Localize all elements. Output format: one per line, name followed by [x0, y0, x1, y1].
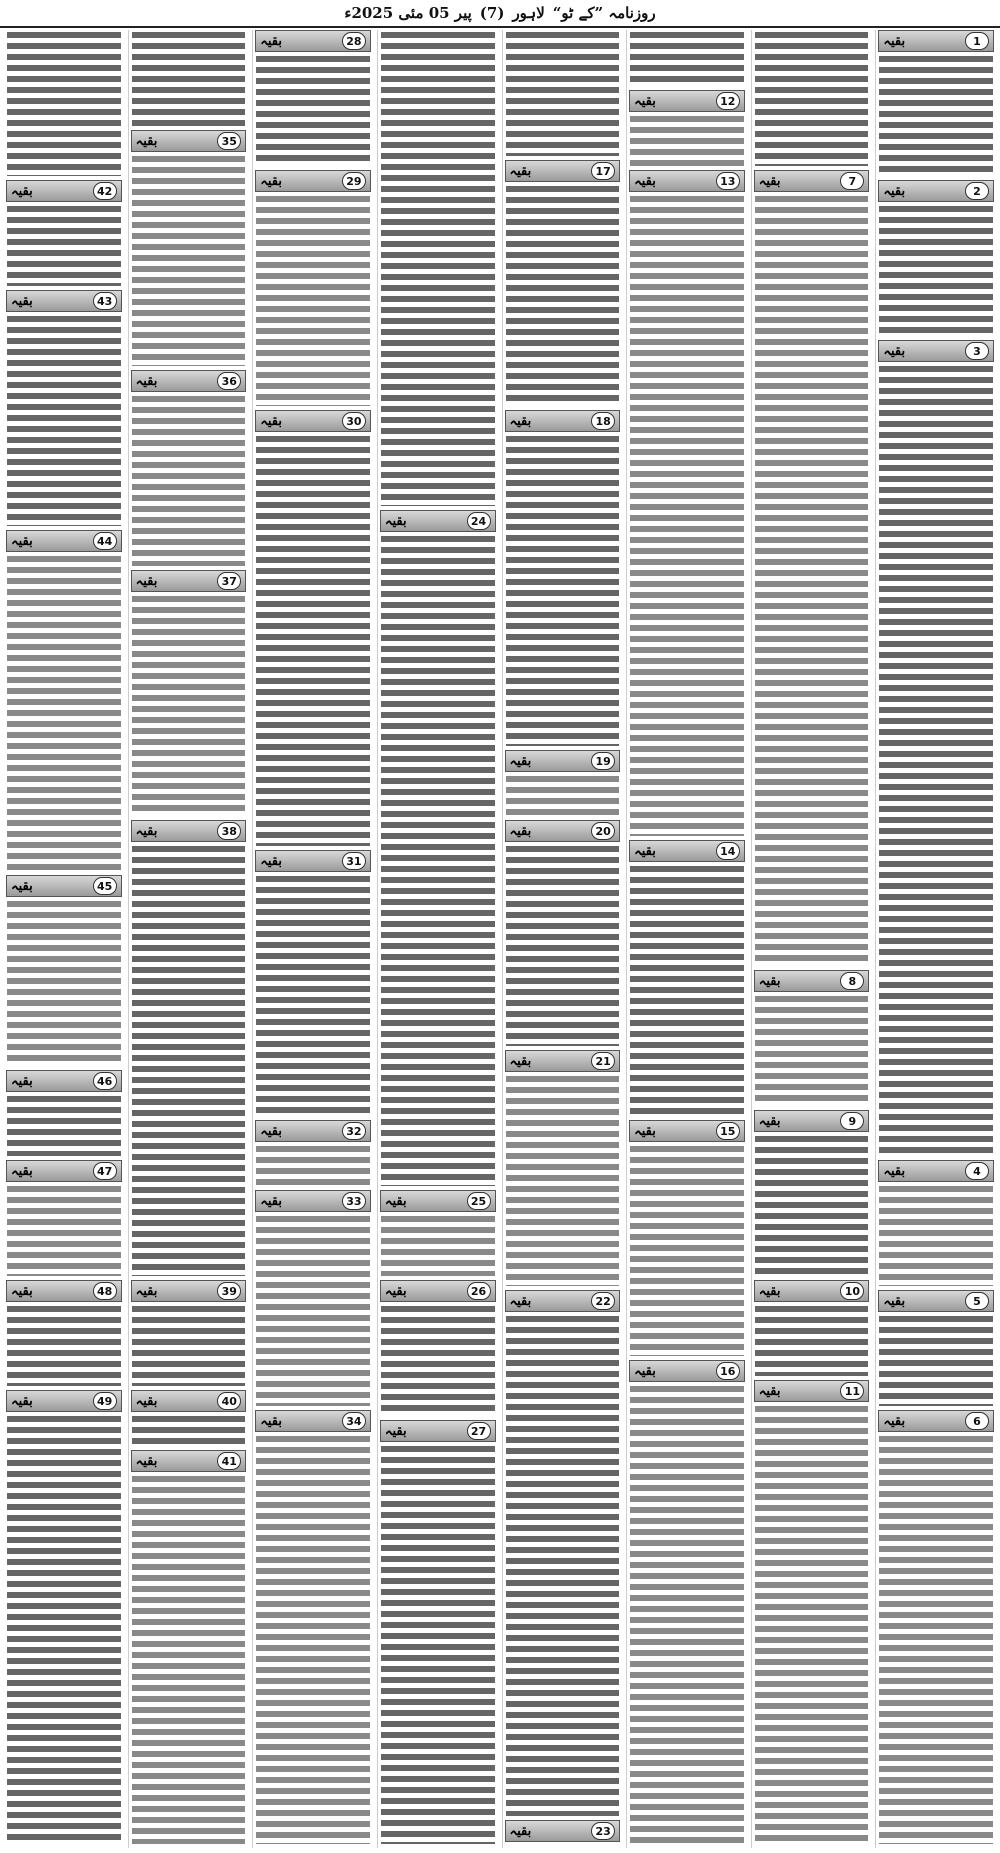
continuation-word: بقیہ: [135, 1283, 158, 1299]
continuation-number: 27: [467, 1422, 491, 1440]
continuation-word: بقیہ: [883, 343, 906, 359]
news-text-block: [7, 32, 121, 176]
news-text-block: [256, 436, 370, 846]
continuation-word: بقیہ: [634, 173, 656, 189]
news-text-block: [256, 1436, 370, 1844]
continuation-word: بقیہ: [260, 413, 282, 429]
continuation-tag-3: [878, 340, 994, 362]
issue-date: پیر 05 مئی 2025ء: [344, 4, 472, 22]
continuation-number: 20: [591, 822, 615, 840]
continuation-tag-20: [505, 820, 621, 842]
news-text-block: [256, 1146, 370, 1186]
continuation-number: 42: [93, 182, 117, 200]
continuation-word: بقیہ: [135, 1393, 158, 1409]
news-text-block: [879, 1436, 993, 1844]
continuation-word: بقیہ: [883, 1293, 906, 1309]
continuation-number: 45: [93, 877, 117, 895]
masthead: [0, 0, 1000, 28]
continuation-tag-6: [878, 1410, 994, 1432]
continuation-word: بقیہ: [135, 1453, 158, 1469]
continuation-tag-36: [131, 370, 247, 392]
continuation-tag-41: [131, 1450, 247, 1472]
continuation-number: 16: [716, 1362, 740, 1380]
continuation-number: 21: [591, 1052, 615, 1070]
news-text-block: [630, 32, 744, 86]
column-1: [875, 30, 996, 1848]
continuation-word: بقیہ: [11, 183, 33, 199]
continuation-tag-27: [380, 1420, 496, 1442]
continuation-word: بقیہ: [634, 93, 656, 109]
continuation-number: 40: [217, 1392, 241, 1410]
continuation-tag-48: [6, 1280, 122, 1302]
continuation-number: 23: [591, 1822, 615, 1840]
news-text-block: [7, 556, 121, 871]
continuation-number: 7: [840, 172, 864, 190]
news-text-block: [132, 1416, 246, 1446]
continuation-word: بقیہ: [758, 1383, 781, 1399]
continuation-number: 10: [840, 1282, 864, 1300]
continuation-tag-31: [255, 850, 371, 872]
news-text-block: [256, 56, 370, 166]
continuation-tag-29: [255, 170, 371, 192]
continuation-tag-23: [505, 1820, 621, 1842]
continuation-tag-37: [131, 570, 247, 592]
page-number: (7): [479, 4, 505, 22]
newspaper-page: [4, 30, 996, 1848]
news-text-block: [381, 1216, 495, 1276]
continuation-number: 43: [93, 292, 117, 310]
column-2: [751, 30, 872, 1848]
continuation-word: بقیہ: [384, 1283, 407, 1299]
continuation-tag-21: [505, 1050, 621, 1072]
news-text-block: [7, 1186, 121, 1276]
continuation-word: بقیہ: [509, 753, 532, 769]
continuation-word: بقیہ: [384, 1193, 407, 1209]
continuation-word: بقیہ: [883, 183, 906, 199]
continuation-word: بقیہ: [11, 1393, 33, 1409]
continuation-tag-2: [878, 180, 994, 202]
continuation-number: 8: [840, 972, 864, 990]
continuation-number: 29: [342, 172, 366, 190]
continuation-word: بقیہ: [11, 1073, 33, 1089]
continuation-tag-13: [629, 170, 745, 192]
news-text-block: [7, 1096, 121, 1156]
news-text-block: [7, 1306, 121, 1386]
continuation-tag-46: [6, 1070, 122, 1092]
continuation-tag-24: [380, 510, 496, 532]
continuation-number: 39: [217, 1282, 241, 1300]
news-text-block: [879, 206, 993, 336]
continuation-word: بقیہ: [634, 1363, 656, 1379]
news-text-block: [506, 846, 620, 1046]
news-text-block: [630, 1386, 744, 1844]
paper-name: روزنامہ ”کے ٹو“: [552, 4, 656, 22]
column-5: [377, 30, 498, 1848]
news-text-block: [630, 1146, 744, 1356]
news-text-block: [630, 866, 744, 1116]
news-text-block: [7, 206, 121, 286]
continuation-number: 1: [965, 32, 989, 50]
continuation-number: 11: [840, 1382, 864, 1400]
continuation-tag-8: [754, 970, 870, 992]
city-name: لاہور: [512, 4, 545, 22]
news-text-block: [132, 396, 246, 566]
news-text-block: [755, 1406, 869, 1844]
continuation-number: 4: [965, 1162, 989, 1180]
continuation-number: 5: [965, 1292, 989, 1310]
continuation-tag-1: [878, 30, 994, 52]
news-text-block: [755, 1136, 869, 1276]
news-text-block: [381, 32, 495, 506]
continuation-tag-34: [255, 1410, 371, 1432]
continuation-number: 17: [591, 162, 615, 180]
continuation-word: بقیہ: [135, 373, 158, 389]
continuation-word: بقیہ: [384, 513, 407, 529]
continuation-tag-30: [255, 410, 371, 432]
news-text-block: [755, 32, 869, 166]
continuation-word: بقیہ: [11, 878, 33, 894]
news-text-block: [132, 1476, 246, 1844]
continuation-number: 19: [591, 752, 615, 770]
news-text-block: [755, 996, 869, 1106]
continuation-tag-5: [878, 1290, 994, 1312]
continuation-word: بقیہ: [509, 1293, 532, 1309]
continuation-word: بقیہ: [384, 1423, 407, 1439]
continuation-tag-11: [754, 1380, 870, 1402]
news-text-block: [506, 776, 620, 816]
continuation-word: بقیہ: [260, 1123, 282, 1139]
continuation-word: بقیہ: [758, 1113, 781, 1129]
continuation-word: بقیہ: [11, 293, 33, 309]
news-text-block: [381, 536, 495, 1186]
continuation-number: 36: [217, 372, 241, 390]
column-8: [4, 30, 124, 1848]
continuation-tag-25: [380, 1190, 496, 1212]
continuation-tag-18: [505, 410, 621, 432]
continuation-tag-33: [255, 1190, 371, 1212]
continuation-word: بقیہ: [883, 1163, 906, 1179]
continuation-number: 48: [93, 1282, 117, 1300]
continuation-tag-35: [131, 130, 247, 152]
continuation-tag-26: [380, 1280, 496, 1302]
continuation-word: بقیہ: [260, 1193, 282, 1209]
news-text-block: [506, 32, 620, 156]
continuation-tag-16: [629, 1360, 745, 1382]
news-text-block: [506, 1316, 620, 1816]
news-text-block: [381, 1306, 495, 1416]
continuation-number: 38: [217, 822, 241, 840]
column-6: [252, 30, 373, 1848]
continuation-word: بقیہ: [135, 573, 158, 589]
continuation-tag-38: [131, 820, 247, 842]
column-4: [502, 30, 623, 1848]
news-text-block: [879, 1186, 993, 1286]
continuation-number: 37: [217, 572, 241, 590]
continuation-number: 49: [93, 1392, 117, 1410]
continuation-tag-14: [629, 840, 745, 862]
continuation-word: بقیہ: [11, 1163, 33, 1179]
news-text-block: [506, 186, 620, 406]
continuation-number: 28: [342, 32, 366, 50]
continuation-word: بقیہ: [758, 973, 781, 989]
continuation-number: 18: [591, 412, 615, 430]
news-text-block: [256, 876, 370, 1116]
continuation-number: 30: [342, 412, 366, 430]
news-text-block: [132, 596, 246, 816]
continuation-tag-12: [629, 90, 745, 112]
continuation-number: 2: [965, 182, 989, 200]
continuation-number: 13: [716, 172, 740, 190]
continuation-tag-32: [255, 1120, 371, 1142]
column-7: [128, 30, 249, 1848]
continuation-word: بقیہ: [634, 1123, 656, 1139]
continuation-tag-17: [505, 160, 621, 182]
continuation-number: 9: [840, 1112, 864, 1130]
continuation-tag-15: [629, 1120, 745, 1142]
continuation-word: بقیہ: [758, 1283, 781, 1299]
continuation-word: بقیہ: [509, 823, 532, 839]
continuation-word: بقیہ: [260, 853, 282, 869]
continuation-number: 47: [93, 1162, 117, 1180]
continuation-tag-10: [754, 1280, 870, 1302]
continuation-tag-7: [754, 170, 870, 192]
continuation-tag-47: [6, 1160, 122, 1182]
continuation-number: 12: [716, 92, 740, 110]
continuation-tag-45: [6, 875, 122, 897]
continuation-tag-28: [255, 30, 371, 52]
news-text-block: [132, 32, 246, 126]
continuation-number: 33: [342, 1192, 366, 1210]
news-text-block: [630, 116, 744, 166]
continuation-word: بقیہ: [11, 533, 33, 549]
news-text-block: [506, 1076, 620, 1286]
news-text-block: [7, 1416, 121, 1844]
news-text-block: [879, 1316, 993, 1406]
continuation-tag-43: [6, 290, 122, 312]
continuation-number: 25: [467, 1192, 491, 1210]
continuation-tag-9: [754, 1110, 870, 1132]
continuation-tag-19: [505, 750, 621, 772]
continuation-tag-42: [6, 180, 122, 202]
continuation-number: 32: [342, 1122, 366, 1140]
continuation-tag-49: [6, 1390, 122, 1412]
continuation-tag-4: [878, 1160, 994, 1182]
continuation-word: بقیہ: [758, 173, 781, 189]
news-text-block: [755, 1306, 869, 1376]
continuation-word: بقیہ: [509, 1053, 532, 1069]
column-3: [626, 30, 747, 1848]
continuation-word: بقیہ: [135, 133, 158, 149]
continuation-word: بقیہ: [509, 163, 532, 179]
continuation-tag-22: [505, 1290, 621, 1312]
continuation-number: 6: [965, 1412, 989, 1430]
continuation-number: 44: [93, 532, 117, 550]
continuation-number: 46: [93, 1072, 117, 1090]
continuation-word: بقیہ: [11, 1283, 33, 1299]
continuation-number: 3: [965, 342, 989, 360]
continuation-number: 14: [716, 842, 740, 860]
news-text-block: [132, 156, 246, 366]
continuation-number: 22: [591, 1292, 615, 1310]
continuation-word: بقیہ: [509, 413, 532, 429]
continuation-number: 24: [467, 512, 491, 530]
continuation-word: بقیہ: [883, 33, 906, 49]
continuation-tag-44: [6, 530, 122, 552]
continuation-number: 41: [217, 1452, 241, 1470]
continuation-number: 31: [342, 852, 366, 870]
news-text-block: [506, 436, 620, 746]
continuation-word: بقیہ: [883, 1413, 906, 1429]
continuation-tag-39: [131, 1280, 247, 1302]
news-text-block: [879, 366, 993, 1156]
continuation-number: 15: [716, 1122, 740, 1140]
news-text-block: [132, 1306, 246, 1386]
continuation-word: بقیہ: [509, 1823, 532, 1839]
news-text-block: [630, 196, 744, 836]
news-text-block: [755, 196, 869, 966]
continuation-word: بقیہ: [260, 173, 282, 189]
news-text-block: [381, 1446, 495, 1844]
continuation-word: بقیہ: [260, 33, 282, 49]
news-text-block: [879, 56, 993, 176]
continuation-tag-40: [131, 1390, 247, 1412]
continuation-word: بقیہ: [634, 843, 656, 859]
continuation-word: بقیہ: [135, 823, 158, 839]
news-text-block: [132, 846, 246, 1276]
continuation-word: بقیہ: [260, 1413, 282, 1429]
news-text-block: [256, 196, 370, 406]
continuation-number: 35: [217, 132, 241, 150]
continuation-number: 26: [467, 1282, 491, 1300]
news-text-block: [256, 1216, 370, 1406]
continuation-number: 34: [342, 1412, 366, 1430]
news-text-block: [7, 316, 121, 526]
news-text-block: [7, 901, 121, 1066]
